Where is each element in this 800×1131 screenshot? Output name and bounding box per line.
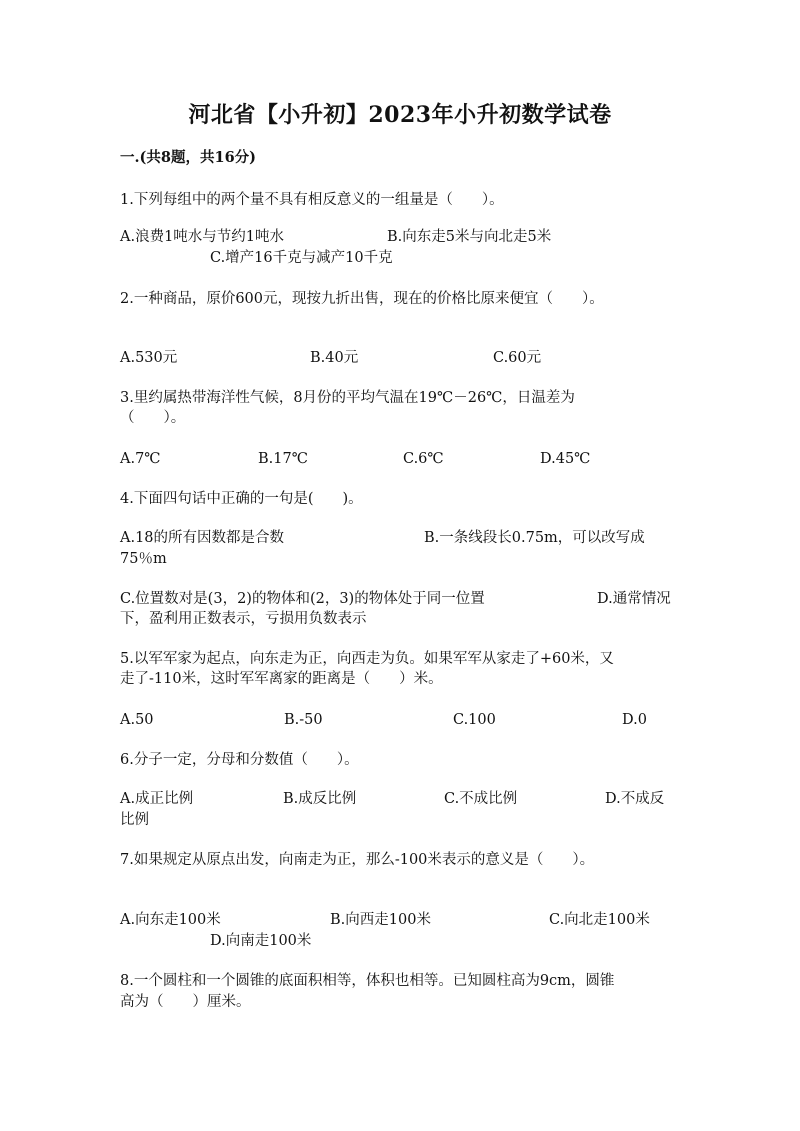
question-4-option-b: B.一条线段长0.75m，可以改写成 [424, 530, 645, 546]
question-4-option-a: A.18的所有因数都是合数 [120, 530, 285, 546]
question-7-option-d: D.向南走100米 [210, 933, 312, 949]
question-3-option-b: B.17℃ [258, 451, 308, 467]
question-3-option-c: C.6℃ [403, 451, 444, 467]
section-heading: 一.(共8题，共16分) [120, 149, 257, 166]
question-7-option-b: B.向西走100米 [330, 912, 431, 928]
question-5-option-a: A.50 [120, 712, 154, 728]
question-5-option-c: C.100 [453, 712, 496, 728]
question-5-option-d: D.0 [622, 712, 647, 728]
question-3-stem-line2: （ ）。 [120, 410, 186, 426]
question-2-option-a: A.530元 [120, 350, 178, 366]
question-4-option-d: D.通常情况 [597, 591, 671, 607]
question-3-option-a: A.7℃ [120, 451, 161, 467]
question-2-option-c: C.60元 [493, 350, 542, 366]
question-5-stem-line1: 5.以军军家为起点，向东走为正，向西走为负。如果军军从家走了+60米，又 [120, 651, 614, 667]
question-3-stem-line1: 3.里约属热带海洋性气候，8月份的平均气温在19℃－26℃，日温差为 [120, 390, 575, 406]
question-5-stem-line2: 走了-110米，这时军军离家的距离是（ ）米。 [120, 671, 443, 687]
question-7-option-c: C.向北走100米 [549, 912, 650, 928]
question-1-option-c: C.增产16千克与减产10千克 [210, 250, 393, 266]
question-6-option-a: A.成正比例 [120, 791, 194, 807]
question-8-stem-line1: 8.一个圆柱和一个圆锥的底面积相等，体积也相等。已知圆柱高为9cm，圆锥 [120, 973, 615, 989]
question-7-stem: 7.如果规定从原点出发，向南走为正，那么-100米表示的意义是（ ）。 [120, 852, 595, 868]
question-7-option-a: A.向东走100米 [120, 912, 221, 928]
question-6-option-c: C.不成比例 [444, 791, 518, 807]
question-4-option-c: C.位置数对是(3，2)的物体和(2，3)的物体处于同一位置 [120, 591, 485, 607]
question-1-stem: 1.下列每组中的两个量不具有相反意义的一组量是（ ）。 [120, 192, 504, 208]
question-5-option-b: B.-50 [284, 712, 323, 728]
page-title: 河北省【小升初】2023年小升初数学试卷 [188, 102, 612, 128]
question-4-stem: 4.下面四句话中正确的一句是( )。 [120, 491, 363, 507]
question-6-option-b: B.成反比例 [283, 791, 357, 807]
question-2-stem: 2.一种商品，原价600元，现按九折出售，现在的价格比原来便宜（ ）。 [120, 291, 604, 307]
question-4-option-d-cont: 下，盈利用正数表示，亏损用负数表示 [120, 611, 367, 627]
question-3-option-d: D.45℃ [540, 451, 591, 467]
question-1-option-a: A.浪费1吨水与节约1吨水 [120, 229, 285, 245]
question-6-stem: 6.分子一定，分母和分数值（ ）。 [120, 752, 359, 768]
question-6-option-d-cont: 比例 [120, 812, 149, 828]
question-2-option-b: B.40元 [310, 350, 359, 366]
question-4-option-b-cont: 75％m [120, 551, 167, 567]
question-1-option-b: B.向东走5米与向北走5米 [387, 229, 552, 245]
question-8-stem-line2: 高为（ ）厘米。 [120, 994, 251, 1010]
question-6-option-d: D.不成反 [605, 791, 665, 807]
